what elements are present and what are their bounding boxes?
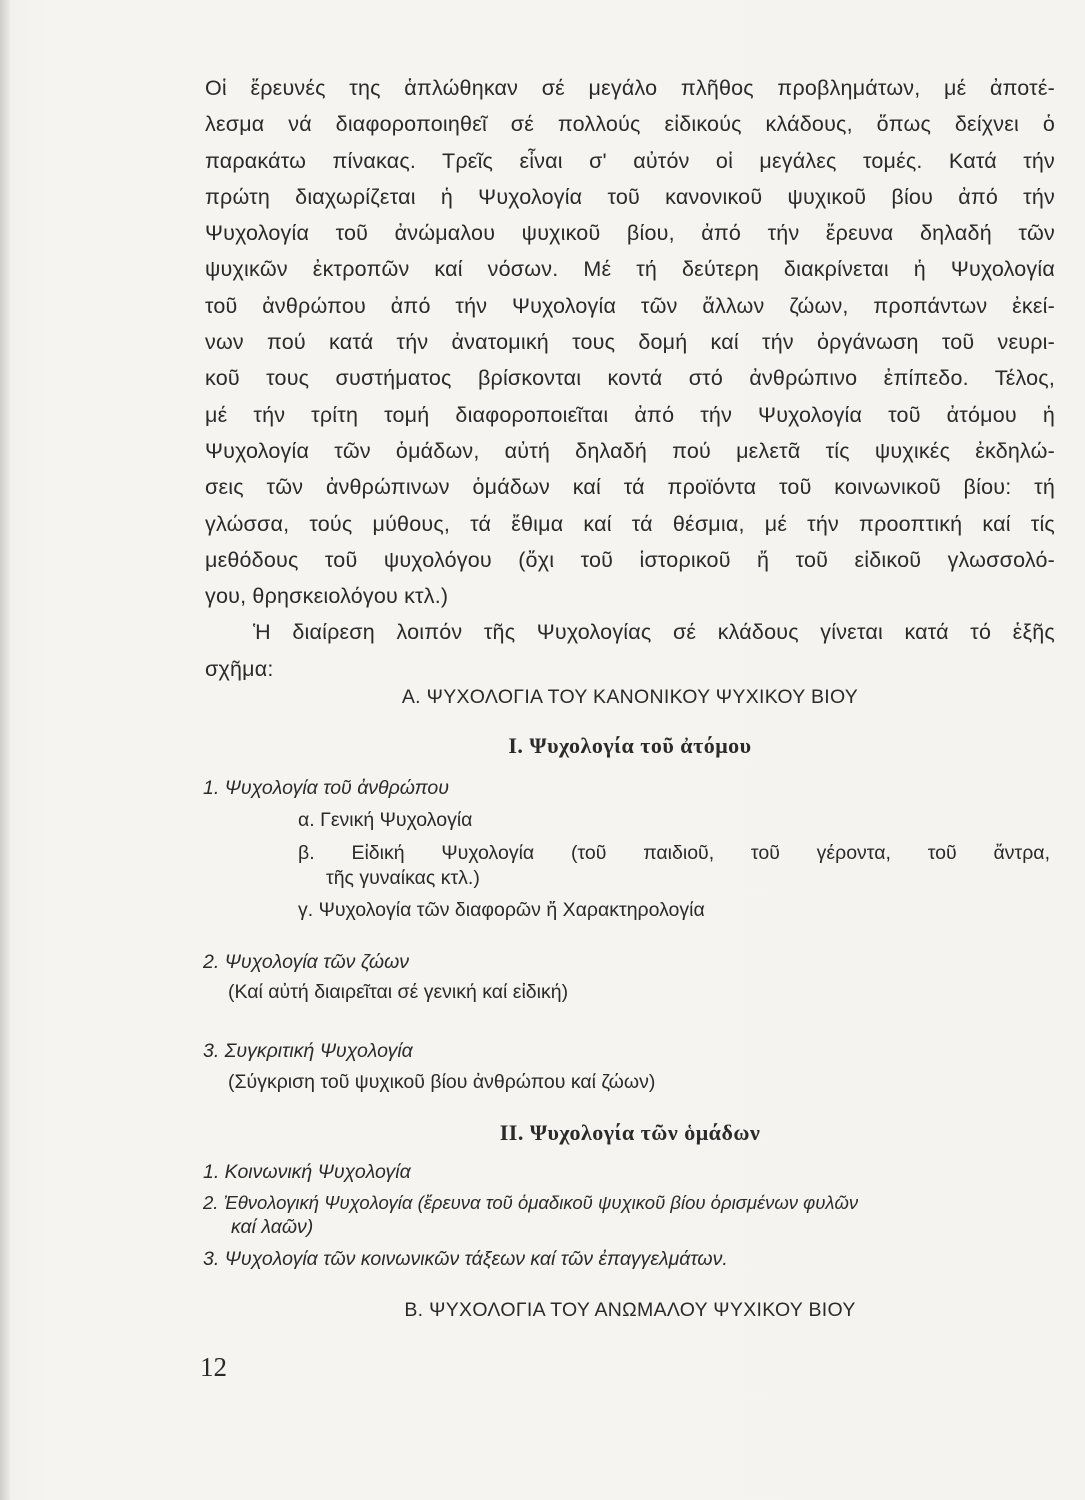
text-line: μέ τήν τρίτη τομή διαφοροποιεῖται ἀπό τήν Ψυχολογία τοῦ ἀτόμου ἡ [205, 402, 1055, 427]
list-item: καί λαῶν) [231, 1216, 314, 1238]
list-item: 1. Ψυχολογία τοῦ ἀνθρώπου [203, 777, 449, 799]
text-line: Ἡ διαίρεση λοιπόν τῆς Ψυχολογίας σέ κλάδους γίνεται κατά τό ἑξῆς [253, 620, 1055, 645]
list-item: (Καί αὐτή διαιρεῖται σέ γενική καί εἰδική) [228, 981, 569, 1003]
text-line: νων πού κατά τήν ἀνατομική τους δομή καί τήν ὀργάνωση τοῦ νευρι- [205, 330, 1055, 355]
text-line: Οἱ ἔρευνές της ἁπλώθηκαν σέ μεγάλο πλῆθος προβλημάτων, μέ ἀποτέ- [205, 76, 1055, 100]
paragraph-2 [205, 614, 1055, 687]
list-item: 3. Ψυχολογία τῶν κοινωνικῶν τάξεων καί τῶν ἐπαγγελμάτων. [203, 1248, 728, 1270]
list-item: γ. Ψυχολογία τῶν διαφορῶν ἤ Χαρακτηρολογία [298, 899, 705, 921]
text-line: ψυχικῶν ἐκτροπῶν καί νόσων. Μέ τή δεύτερη διακρίνεται ἡ Ψυχολογία [205, 257, 1055, 282]
list-item: 1. Κοινωνική Ψυχολογία [203, 1161, 411, 1183]
text-line: τοῦ ἀνθρώπου ἀπό τήν Ψυχολογία τῶν ἄλλων ζώων, προπάντων ἐκεί- [205, 293, 1055, 318]
text-line: λεσμα νά διαφοροποιηθεῖ σέ πολλούς εἰδικούς κλάδους, ὅπως δείχνει ὁ [205, 112, 1055, 137]
text-line: μεθόδους τοῦ ψυχολόγου (ὄχι τοῦ ἱστορικοῦ ἤ τοῦ εἰδικοῦ γλωσσολό- [205, 547, 1055, 572]
text-line: πρώτη διαχωρίζεται ἡ Ψυχολογία τοῦ κανονικοῦ ψυχικοῦ βίου ἀπό τήν [205, 184, 1055, 209]
list-item: α. Γενική Ψυχολογία [298, 809, 473, 831]
text-line: κοῦ τους συστήματος βρίσκονται κοντά στό ἀνθρώπινο ἐπίπεδο. Τέλος, [205, 366, 1055, 391]
list-item: (Σύγκριση τοῦ ψυχικοῦ βίου ἀνθρώπου καί ζώων) [228, 1071, 656, 1093]
list-item: 2. Ἐθνολογική Ψυχολογία (ἔρευνα τοῦ ὁμαδικοῦ ψυχικοῦ βίου ὁρισμένων φυλῶν [203, 1192, 859, 1213]
text-line: Ψυχολογία τῶν ὁμάδων, αὐτή δηλαδή πού μελετᾶ τίς ψυχικές ἐκδηλώ- [205, 438, 1055, 463]
list-item: β. Εἰδική Ψυχολογία (τοῦ παιδιοῦ, τοῦ γέροντα, τοῦ ἄντρα, [298, 842, 1050, 864]
body-text [205, 70, 1055, 687]
part-1-title: Ι. Ψυχολογία τοῦ ἀτόμου [508, 733, 752, 758]
section-b-title: Β. ΨΥΧΟΛΟΓΙΑ ΤΟΥ ΑΝΩΜΑΛΟΥ ΨΥΧΙΚΟΥ ΒΙΟΥ [404, 1299, 856, 1321]
list-item: 3. Συγκριτική Ψυχολογία [203, 1040, 413, 1062]
list-item: τῆς γυναίκας κτλ.) [326, 867, 480, 889]
page-number: 12 [200, 1352, 227, 1382]
page-binding-edge [0, 0, 10, 1500]
section-a-title: Α. ΨΥΧΟΛΟΓΙΑ ΤΟΥ ΚΑΝΟΝΙΚΟΥ ΨΥΧΙΚΟΥ ΒΙΟΥ [401, 686, 859, 708]
text-line: σχῆμα: [205, 656, 274, 681]
paragraph-1 [205, 70, 1055, 614]
text-line: γλώσσα, τούς μύθους, τά ἔθιμα καί τά θέσμια, μέ τήν προοπτική καί τίς [205, 511, 1055, 536]
part-2-title: ΙΙ. Ψυχολογία τῶν ὁμάδων [499, 1120, 761, 1145]
text-line: Ψυχολογία τοῦ ἀνώμαλου ψυχικοῦ βίου, ἀπό τήν ἔρευνα δηλαδή τῶν [205, 221, 1055, 246]
text-line: σεις τῶν ἀνθρώπινων ὁμάδων καί τά προϊόντα τοῦ κοινωνικοῦ βίου: τή [205, 475, 1055, 500]
text-line: γου, θρησκειολόγου κτλ.) [205, 584, 449, 609]
text-line: παρακάτω πίνακας. Τρεῖς εἶναι σ' αὐτόν οἱ μεγάλες τομές. Κατά τήν [205, 148, 1055, 173]
list-item: 2. Ψυχολογία τῶν ζώων [203, 951, 410, 973]
